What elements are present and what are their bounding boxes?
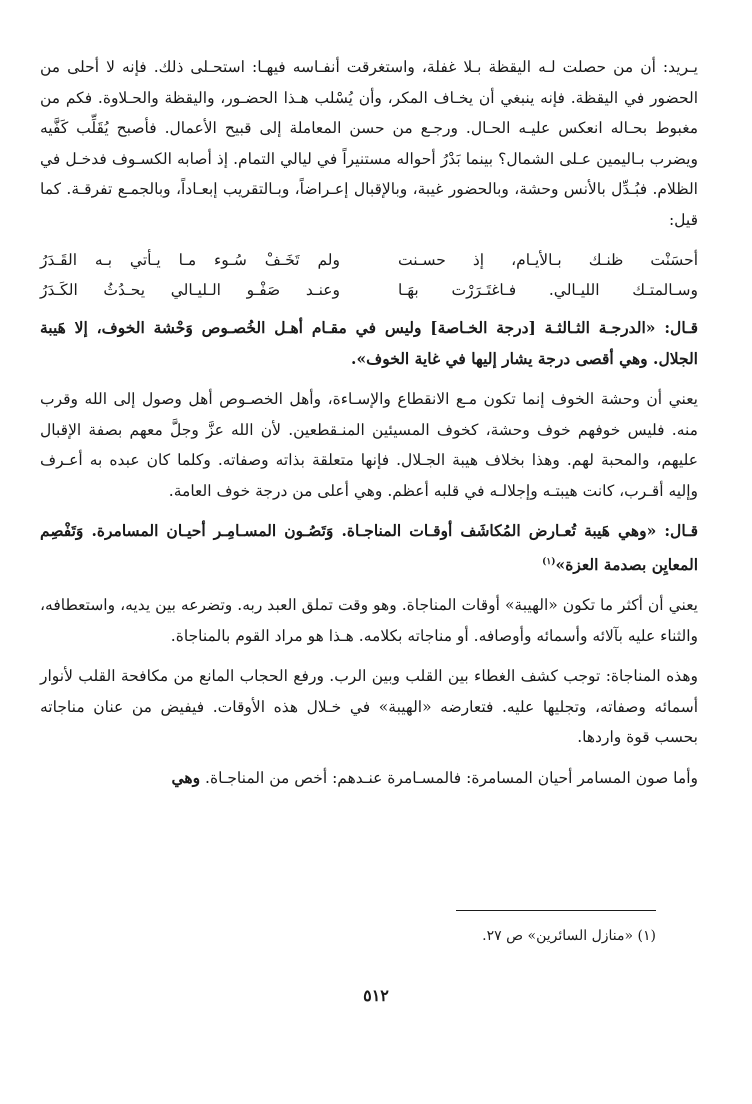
paragraph-6: وهذه المناجاة: توجب كشف الغطاء بين القلب وبين الرب. ورفع الحجاب المانع من مكافحة القلب لأنوار أسمائه وصفاته، وتجليها عليه. فتعارضه «الهيبة» في خـلال هذه الأوقات. فيفيض من عنان مناجاته بحسب قوة واردها. [40,667,698,747]
paragraph-7 [40,763,698,794]
page-number: ٥١٢ [363,986,389,1005]
quote-text: قـال: «وهي هَيبة تُعـارض المُكاشَف أوقـات المناجـاة. وَتَصُـون المسـامِـر أحيـان المسامرة. وَتَفْصِم المعايِن بصدمة العزة» [40,521,698,574]
paragraph-1: يـريد: أن من حصلت لـه اليقظة بـلا غفلة، واستغرقت أنفـاسه فيهـا: استحـلى ذلك. فإنه لا أحلى من الحضور في اليقظة. فإنه ينبغي أن يخـاف المكر، وأن يُسْلب هـذا الحضـور، واليقظة والحـلاوة. فكم من مغبوط بحـاله انعكس عليـه الحـال. ورجـع من حسن المعاملة إلى قبيح الأعمال. فأصبح يُقَلِّب كَفَّيه ويضرب بـاليمين عـلى الشمال؟ بينما بَدْرُ أحواله مستنيراً في ليالي التمام. إذ أصابه الكسـوف فدخـل في الظلام. فبُـدِّل بالأنس وحشة، وبالحضور غيبة، وبالإقبال إعـراضاً، وبـالتقريب إبعـاداً، وبالجمـع تفرقـة. كما قيل: [40,58,698,229]
poem-hemistich: أحسَنْت ظنـك بـالأيـام، إذ حسـنت [398,251,698,269]
poem [40,245,698,305]
page-body [40,52,698,803]
paragraph-7-continuation: وهي [171,767,201,787]
footnote: (١) «منازل السائرين» ص ٢٧. [482,928,656,944]
poem-line-1 [40,245,698,275]
footnote-divider [456,910,656,911]
poem-line-2 [40,275,698,305]
poem-hemistich: وسـالمتـك الليـالي. فـاغتَـرَرْت بهَـا [398,281,698,299]
footnote-marker: (١) [542,556,556,567]
poem-hemistich: ولم تَخَـفْ سُـوء مـا يـأتي بـه القَـدَرُ [40,251,340,269]
paragraph-3: يعني أن وحشة الخوف إنما تكون مـع الانقطاع والإسـاءة، وأهل الخصـوص أهل وصول إلى الله وقرب منه. فليس خوفهم خوف وحشة، كخوف المسيئين المنـقطعين. لأن الله عزَّ وجلَّ معهم بصفة الإقبال عليهم، والمحبة لهم. وهذا بخلاف هيبة الجـلال. فإنها متعلقة بذاته وصفاته. وكلما كان عبده به أعـرف وإليه أقـرب، كانت هيبتـه وإجلالـه في قلبه أعظم. وهي أعلى من درجة خوف العامة. [40,390,698,500]
quote-paragraph-2: قـال: «الدرجـة الثـالثـة [درجة الخـاصة] وليس في مقـام أهـل الخُصـوص وَحْشة الخوف، إلا هَيبة الجلال. وهي أقصى درجة يشار إليها في غاية الخوف». [40,318,698,368]
paragraph-5: يعني أن أكثر ما تكون «الهيبة» أوقات المناجاة. وهو وقت تملق العبد ربه. وتضرعه بين يديه، واستعطافه، والثناء عليه بآلائه وأسمائه وأوصافه. أو مناجاته بكلامه. هـذا هو مراد القوم بالمناجاة. [40,596,698,645]
poem-hemistich: وعنـد صَفْـو الـليـالي يحـدُثُ الكَـدَرُ [40,281,340,299]
quote-paragraph-4 [40,516,698,580]
paragraph-7-text: وأما صون المسامر أحيان المسامرة: فالمسـامرة عنـدهم: أخص من المناجـاة. [200,768,698,787]
